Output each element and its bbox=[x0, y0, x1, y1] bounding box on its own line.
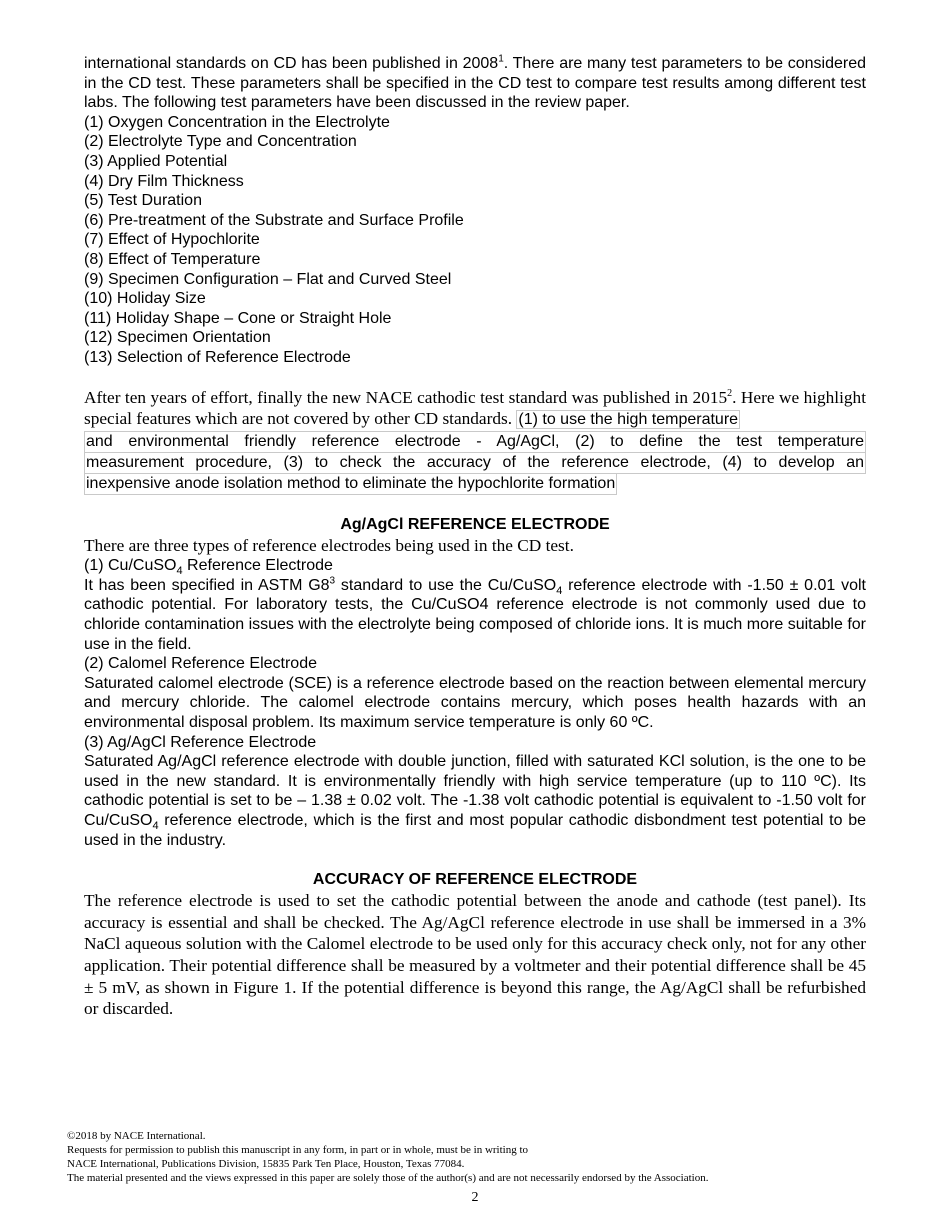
footer-address: NACE International, Publications Division, 15835 Park Ten Place, Houston, Texas 77084. bbox=[67, 1158, 465, 1170]
parameter-list bbox=[84, 113, 866, 368]
list-item: (4) Dry Film Thickness bbox=[84, 172, 244, 190]
list-item: (6) Pre-treatment of the Substrate and Surface Profile bbox=[84, 211, 464, 229]
list-item: (10) Holiday Size bbox=[84, 290, 206, 308]
standard-paragraph bbox=[84, 387, 866, 495]
list-item: (1) Oxygen Concentration in the Electrolyte bbox=[84, 113, 390, 131]
intro-text-b: . There are many test parameters to be considered in the CD test. These parameters shall be specified in the CD test to compare test results among different test labs. The following test parameters have been discussed in the review paper. bbox=[84, 55, 867, 112]
list-item: (2) Electrolyte Type and Concentration bbox=[84, 133, 357, 151]
section-heading-reference-electrode: Ag/AgCl REFERENCE ELECTRODE bbox=[340, 515, 610, 533]
calomel-paragraph: Saturated calomel electrode (SCE) is a reference electrode based on the reaction between elemental mercury and mercury chloride. The calomel electrode contains mercury, which poses health hazards with an environmental disposal problem. Its maximum service temperature is only 60 ºC. bbox=[84, 674, 866, 732]
subheading-cuso4 bbox=[84, 556, 866, 576]
subscript: 4 bbox=[176, 565, 183, 578]
list-item: (13) Selection of Reference Electrode bbox=[84, 348, 351, 366]
paragraph-text: reference electrode, which is the first and most popular cathodic disbondment test potential to be used in the industry. bbox=[84, 812, 866, 849]
intro-paragraph bbox=[84, 54, 866, 113]
section1-intro: There are three types of reference electrodes being used in the CD test. bbox=[84, 535, 574, 555]
subheading-agagcl: (3) Ag/AgCl Reference Electrode bbox=[84, 733, 317, 751]
list-item: (9) Specimen Configuration – Flat and Curved Steel bbox=[84, 270, 452, 288]
accuracy-paragraph: The reference electrode is used to set the cathodic potential between the anode and cathode (test panel). Its accuracy is essential and shall be checked. The Ag/AgCl reference electrode in use shall be immersed in a 3% NaCl aqueous solution with the Calomel electrode to be used only for this accuracy check only, not for any other application. Their potential difference shall be measured by a voltmeter and their potential difference shall be 45 ± 5 mV, as shown in Figure 1. If the potential difference is beyond this range, the Ag/AgCl shall be refurbished or discarded. bbox=[84, 891, 866, 1019]
highlight-line: inexpensive anode isolation method to eliminate the hypochlorite formation bbox=[84, 474, 617, 495]
subheading-text: Reference Electrode bbox=[182, 557, 333, 575]
paragraph-text: standard to use the Cu/CuSO bbox=[335, 576, 557, 594]
standard-text-b: . Here we highlight special features which are not covered by other CD standards. bbox=[84, 387, 866, 429]
intro-footnote-ref: 1 bbox=[498, 53, 504, 65]
agagcl-paragraph bbox=[84, 752, 866, 850]
subheading-text: (1) Cu/CuSO bbox=[84, 557, 177, 575]
list-item: (7) Effect of Hypochlorite bbox=[84, 231, 260, 249]
footer-permission: Requests for permission to publish this manuscript in any form, in part or in whole, must be in writing to bbox=[67, 1144, 529, 1156]
paragraph-text: Saturated Ag/AgCl reference electrode with double junction, filled with saturated KCl solution, is the one to be used in the new standard. It is environmentally friendly with high service temperature (up to 110 ºC). Its cathodic potential is set to be – 1.38 ± 0.02 volt. The -1.38 volt cathodic potential is equivalent to -1.50 volt for Cu/CuSO bbox=[84, 753, 866, 829]
standard-footnote-ref: 2 bbox=[727, 387, 733, 399]
footer bbox=[67, 1129, 887, 1185]
subscript: 4 bbox=[152, 820, 159, 833]
list-item: (8) Effect of Temperature bbox=[84, 250, 261, 268]
highlight-line: measurement procedure, (3) to check the accuracy of the reference electrode, (4) to develop an bbox=[84, 453, 866, 474]
paragraph-text: It has been specified in ASTM G8 bbox=[84, 576, 330, 594]
page-body bbox=[84, 54, 866, 1020]
footer-disclaimer: The material presented and the views expressed in this paper are solely those of the author(s) and are not necessarily endorsed by the Association. bbox=[67, 1172, 709, 1184]
paragraph-text: reference electrode with -1.50 ± 0.01 volt cathodic potential. For laboratory tests, the Cu/CuSO4 reference electrode is not commonly used due to chloride contamination issues with the electrolyte being composed of chloride ions. It is much more suitable for use in the field. bbox=[84, 576, 867, 653]
highlight-box-first: (1) to use the high temperature bbox=[518, 411, 739, 429]
list-item: (12) Specimen Orientation bbox=[84, 329, 271, 347]
footnote-ref: 3 bbox=[329, 575, 336, 587]
subscript: 4 bbox=[556, 585, 563, 598]
section-heading-accuracy: ACCURACY OF REFERENCE ELECTRODE bbox=[312, 871, 638, 889]
footer-copyright: ©2018 by NACE International. bbox=[67, 1130, 206, 1142]
page-number: 2 bbox=[471, 1190, 479, 1205]
subheading-calomel: (2) Calomel Reference Electrode bbox=[84, 655, 317, 673]
list-item: (5) Test Duration bbox=[84, 192, 202, 210]
cuso4-paragraph bbox=[84, 576, 866, 654]
highlight-line: and environmental friendly reference electrode - Ag/AgCl, (2) to define the test temperature bbox=[84, 431, 866, 453]
highlight-box bbox=[84, 431, 866, 495]
standard-text-a: After ten years of effort, finally the new NACE cathodic test standard was published in 2015 bbox=[84, 387, 728, 407]
intro-text-a: international standards on CD has been published in 2008 bbox=[84, 55, 499, 72]
list-item: (11) Holiday Shape – Cone or Straight Hole bbox=[84, 309, 392, 327]
list-item: (3) Applied Potential bbox=[84, 152, 228, 170]
